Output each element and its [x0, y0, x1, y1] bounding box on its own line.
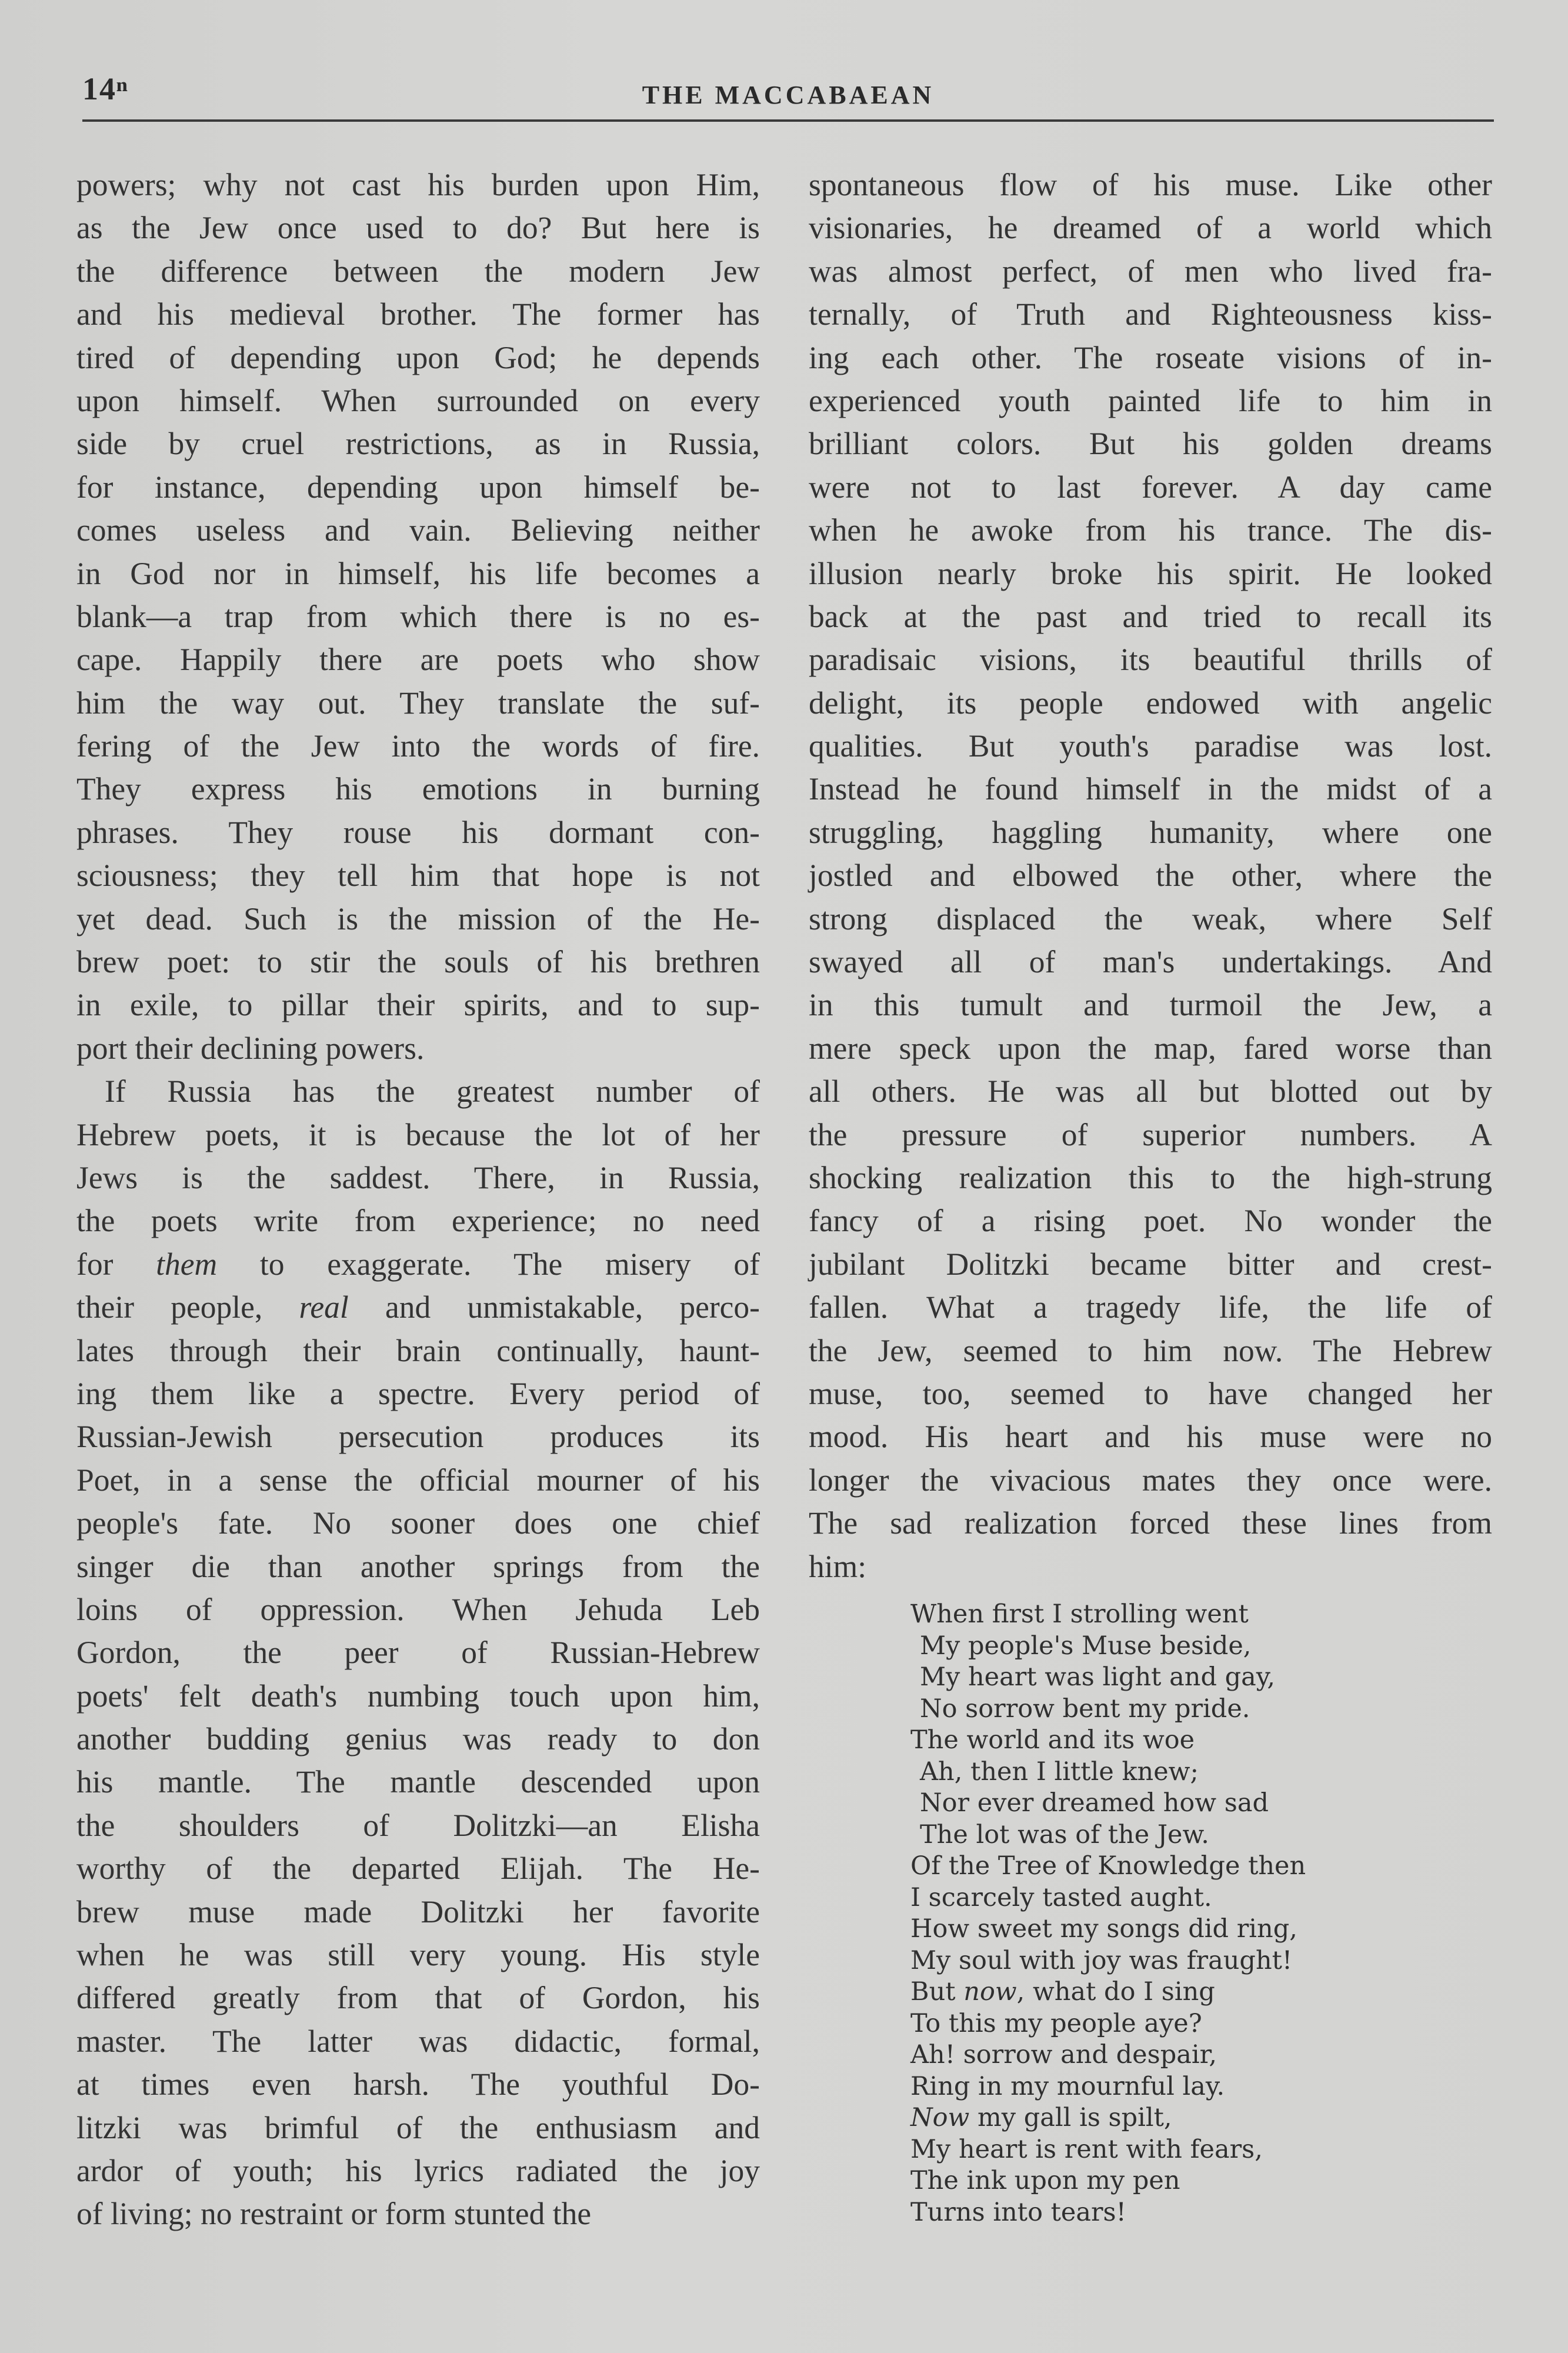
poem-line: Nor ever dreamed how sad — [920, 1788, 1269, 1818]
text-line: struggling, haggling humanity, where one — [809, 814, 1492, 850]
text-line: mood. His heart and his muse were no — [809, 1419, 1492, 1455]
text-line: him the way out. They translate the suf- — [76, 685, 760, 721]
text-line: If Russia has the greatest number of — [105, 1074, 760, 1109]
poem-line: How sweet my songs did ring, — [910, 1914, 1297, 1944]
text-line: jostled and elbowed the other, where the — [809, 858, 1492, 894]
text-line: fancy of a rising poet. No wonder the — [809, 1203, 1492, 1239]
text-line: comes useless and vain. Believing neither — [76, 512, 760, 548]
poem-line: To this my people aye? — [910, 2008, 1202, 2038]
text-line: all others. He was all but blotted out by — [809, 1074, 1492, 1109]
text-line: in exile, to pillar their spirits, and to sup- — [76, 987, 760, 1023]
poem-line: Ring in my mournful lay. — [910, 2071, 1225, 2101]
text-line: ternally, of Truth and Righteousness kiss- — [809, 296, 1492, 332]
page-number: 14ⁿ — [82, 71, 129, 106]
text-line: as the Jew once used to do? But here is — [76, 210, 760, 246]
text-line: when he awoke from his trance. The dis- — [809, 512, 1492, 548]
text-line: of living; no restraint or form stunted the — [76, 2196, 592, 2232]
text-line: differed greatly from that of Gordon, his — [76, 1980, 760, 2016]
text-line: mere speck upon the map, fared worse than — [809, 1030, 1492, 1066]
text-line: Jews is the saddest. There, in Russia, — [76, 1159, 760, 1195]
poem-line: The lot was of the Jew. — [920, 1819, 1209, 1849]
text-line: paradisaic visions, its beautiful thrills of — [809, 642, 1492, 678]
text-line: phrases. They rouse his dormant con- — [76, 814, 760, 850]
poem-line: My heart was light and gay, — [920, 1662, 1276, 1692]
text-line: the pressure of superior numbers. A — [809, 1116, 1492, 1152]
text-line: poets' felt death's numbing touch upon him, — [76, 1678, 760, 1714]
poem-line: Ah! sorrow and despair, — [910, 2040, 1217, 2069]
text-line: the difference between the modern Jew — [76, 253, 760, 289]
poem-line: But now, what do I sing — [910, 1977, 1215, 2007]
text-line: litzki was brimful of the enthusiasm and — [76, 2109, 760, 2145]
text-line: spontaneous flow of his muse. Like other — [809, 167, 1492, 202]
right-column — [809, 164, 1492, 1588]
text-line: side by cruel restrictions, as in Russia, — [76, 426, 760, 462]
text-line: back at the past and tried to recall its — [809, 598, 1492, 634]
text-line: brilliant colors. But his golden dreams — [809, 426, 1492, 462]
text-line: strong displaced the weak, where Self — [809, 901, 1492, 936]
text-line: illusion nearly broke his spirit. He looked — [809, 555, 1492, 591]
poem-stanza — [910, 1599, 1440, 2228]
text-line: jubilant Dolitzki became bitter and crest- — [809, 1246, 1492, 1282]
text-line: ing each other. The roseate visions of in- — [809, 339, 1492, 375]
page-header — [82, 71, 1494, 124]
text-line: The sad realization forced these lines from — [809, 1505, 1492, 1541]
text-line: swayed all of man's undertakings. And — [809, 944, 1492, 980]
text-line: longer the vivacious mates they once were. — [809, 1462, 1492, 1498]
text-line: for instance, depending upon himself be- — [76, 469, 760, 505]
poem-line: Ah, then I little knew; — [920, 1757, 1199, 1787]
left-column — [76, 164, 760, 2236]
text-line: Poet, in a sense the official mourner of his — [76, 1462, 760, 1498]
poem-line: My people's Muse beside, — [920, 1631, 1252, 1661]
text-line: muse, too, seemed to have changed her — [809, 1375, 1492, 1411]
text-line: master. The latter was didactic, formal, — [76, 2023, 760, 2059]
text-line: Russian-Jewish persecution produces its — [76, 1419, 760, 1455]
text-line: another budding genius was ready to don — [76, 1721, 760, 1757]
text-line: in God nor in himself, his life becomes a — [76, 555, 760, 591]
text-line: their people, real and unmistakable, perco- — [76, 1289, 760, 1325]
text-line: for them to exaggerate. The misery of — [76, 1246, 760, 1282]
text-line: blank—a trap from which there is no es- — [76, 598, 760, 634]
text-line: the Jew, seemed to him now. The Hebrew — [809, 1332, 1492, 1368]
text-line: brew muse made Dolitzki her favorite — [76, 1894, 760, 1929]
poem-line: The world and its woe — [910, 1725, 1195, 1755]
poem-line: My soul with joy was fraught! — [910, 1945, 1293, 1975]
text-line: Gordon, the peer of Russian-Hebrew — [76, 1635, 760, 1671]
poem-line: Now my gall is spilt, — [910, 2103, 1172, 2132]
text-line: tired of depending upon God; he depends — [76, 339, 760, 375]
text-line: ardor of youth; his lyrics radiated the joy — [76, 2152, 760, 2188]
text-line: Hebrew poets, it is because the lot of her — [76, 1116, 760, 1152]
text-line: upon himself. When surrounded on every — [76, 382, 760, 418]
text-line: experienced youth painted life to him in — [809, 382, 1492, 418]
header-rule — [82, 119, 1494, 122]
text-line: was almost perfect, of men who lived fra- — [809, 253, 1492, 289]
poem-line: When first I strolling went — [910, 1599, 1249, 1629]
text-line: worthy of the departed Elijah. The He- — [76, 1851, 760, 1887]
text-line: were not to last forever. A day came — [809, 469, 1492, 505]
text-line: ing them like a spectre. Every period of — [76, 1375, 760, 1411]
text-line: Instead he found himself in the midst of a — [809, 771, 1492, 807]
poem-line: Of the Tree of Knowledge then — [910, 1851, 1306, 1881]
text-line: his mantle. The mantle descended upon — [76, 1764, 760, 1800]
text-line: and his medieval brother. The former has — [76, 296, 760, 332]
text-line: loins of oppression. When Jehuda Leb — [76, 1591, 760, 1627]
text-line: fallen. What a tragedy life, the life of — [809, 1289, 1492, 1325]
poem-line: I scarcely tasted aught. — [910, 1882, 1212, 1912]
text-line: yet dead. Such is the mission of the He- — [76, 901, 760, 936]
poem-line: No sorrow bent my pride. — [920, 1694, 1250, 1724]
text-line: in this tumult and turmoil the Jew, a — [809, 987, 1492, 1023]
poem-line: The ink upon my pen — [910, 2166, 1180, 2195]
text-line: him: — [809, 1548, 867, 1584]
text-line: brew poet: to stir the souls of his brethren — [76, 944, 760, 980]
poem-line: My heart is rent with fears, — [910, 2134, 1263, 2164]
text-line: people's fate. No sooner does one chief — [76, 1505, 760, 1541]
text-line: singer die than another springs from the — [76, 1548, 760, 1584]
text-line: delight, its people endowed with angelic — [809, 685, 1492, 721]
text-line: fering of the Jew into the words of fire. — [76, 728, 760, 764]
text-line: port their declining powers. — [76, 1030, 425, 1066]
text-line: powers; why not cast his burden upon Him, — [76, 167, 760, 202]
text-line: visionaries, he dreamed of a world which — [809, 210, 1492, 246]
text-line: shocking realization this to the high-strung — [809, 1159, 1492, 1195]
running-title: THE MACCABAEAN — [642, 81, 935, 109]
text-line: when he was still very young. His style — [76, 1937, 760, 1973]
text-line: the poets write from experience; no need — [76, 1203, 760, 1239]
text-line: qualities. But youth's paradise was lost. — [809, 728, 1492, 764]
text-line: sciousness; they tell him that hope is not — [76, 858, 760, 894]
text-line: lates through their brain continually, haunt- — [76, 1332, 760, 1368]
text-line: the shoulders of Dolitzki—an Elisha — [76, 1807, 760, 1843]
text-line: They express his emotions in burning — [76, 771, 760, 807]
text-line: cape. Happily there are poets who show — [76, 642, 760, 678]
poem-line: Turns into tears! — [910, 2197, 1126, 2227]
text-line: at times even harsh. The youthful Do- — [76, 2067, 760, 2102]
